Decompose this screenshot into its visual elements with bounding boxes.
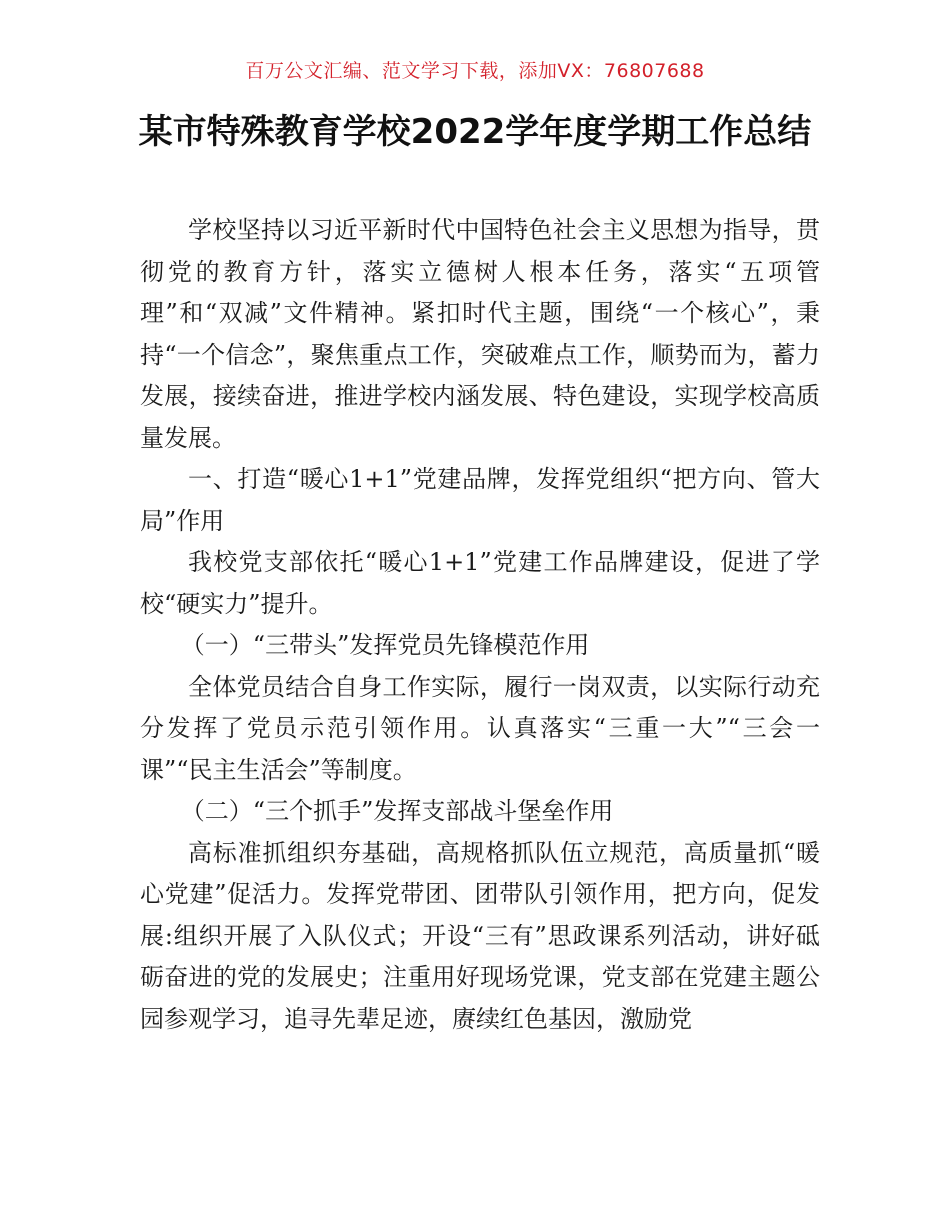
document-body <box>140 210 820 1040</box>
paragraph-subsection-2: 高标准抓组织夯基础，高规格抓队伍立规范，高质量抓“暖心党建”促活力。发挥党带团、团带队引领作用，把方向，促发展:组织开展了入队仪式；开设“三有”思政课系列活动，讲好砥砺奋进的党的发展史；注重用好现场党课，党支部在党建主题公园参观学习，追寻先辈足迹，赓续红色基因，激励党 <box>140 838 820 1033</box>
paragraph-section-1: 我校党支部依托“暖心1+1”党建工作品牌建设，促进了学校“硬实力”提升。 <box>140 548 820 618</box>
section-heading-1: 一、打造“暖心1+1”党建品牌，发挥党组织“把方向、管大局”作用 <box>140 465 820 535</box>
paragraph-subsection-1: 全体党员结合自身工作实际，履行一岗双责，以实际行动充分发挥了党员示范引领作用。认真落实“三重一大”“三会一课”“民主生活会”等制度。 <box>140 672 820 784</box>
subsection-heading-2: （二）“三个抓手”发挥支部战斗堡垒作用 <box>180 797 614 825</box>
subsection-heading-1: （一）“三带头”发挥党员先锋模范作用 <box>180 631 590 659</box>
paragraph-intro: 学校坚持以习近平新时代中国特色社会主义思想为指导，贯彻党的教育方针，落实立德树人根本任务，落实“五项管理”和“双减”文件精神。紧扣时代主题，围绕“一个核心”，秉持“一个信念”，聚焦重点工作，突破难点工作，顺势而为，蓄力发展，接续奋进，推进学校内涵发展、特色建设，实现学校高质量发展。 <box>140 216 820 452</box>
document-title: 某市特殊教育学校2022学年度学期工作总结 <box>138 112 812 152</box>
watermark-banner: 百万公文汇编、范文学习下载，添加VX：76807688 <box>245 60 705 82</box>
